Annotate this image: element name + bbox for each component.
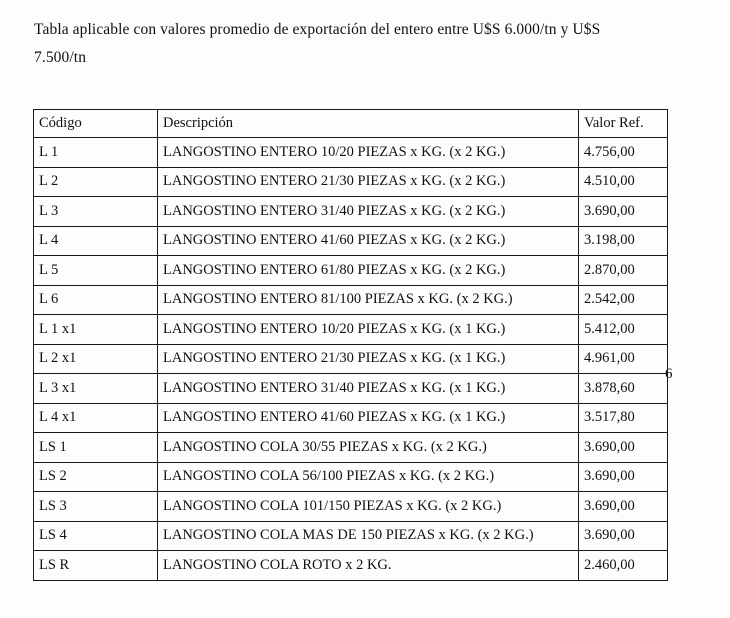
- cell-descripcion: LANGOSTINO ENTERO 41/60 PIEZAS x KG. (x 1 KG.): [158, 403, 579, 433]
- cell-valor-ref: 5.412,00: [579, 315, 668, 345]
- cell-codigo: LS R: [34, 551, 158, 581]
- cell-codigo: L 6: [34, 285, 158, 315]
- cell-valor-ref: 3.690,00: [579, 462, 668, 492]
- cell-valor-ref: 4.510,00: [579, 167, 668, 197]
- cell-descripcion: LANGOSTINO ENTERO 41/60 PIEZAS x KG. (x 2 KG.): [158, 226, 579, 256]
- cell-valor-ref: 3.690,00: [579, 492, 668, 522]
- table-row: [34, 551, 668, 581]
- table-row: [34, 403, 668, 433]
- cell-codigo: LS 1: [34, 433, 158, 463]
- cell-descripcion: LANGOSTINO ENTERO 21/30 PIEZAS x KG. (x 1 KG.): [158, 344, 579, 374]
- cell-valor-ref: 3.517,80: [579, 403, 668, 433]
- cell-descripcion: LANGOSTINO COLA 101/150 PIEZAS x KG. (x 2 KG.): [158, 492, 579, 522]
- cell-descripcion: LANGOSTINO ENTERO 21/30 PIEZAS x KG. (x 2 KG.): [158, 167, 579, 197]
- reference-values-table: [33, 109, 668, 581]
- cell-valor-ref: 3.690,00: [579, 433, 668, 463]
- page-number-fragment: 6: [665, 366, 673, 382]
- cell-codigo: L 4: [34, 226, 158, 256]
- cell-valor-ref: 3.198,00: [579, 226, 668, 256]
- cell-valor-ref: 3.690,00: [579, 197, 668, 227]
- table-row: [34, 344, 668, 374]
- table-row: [34, 256, 668, 286]
- table-row: [34, 462, 668, 492]
- header-valor-ref: Valor Ref.: [579, 110, 668, 138]
- cell-valor-ref: 4.756,00: [579, 138, 668, 168]
- table-header-row: [34, 110, 668, 138]
- table-row: [34, 197, 668, 227]
- cell-descripcion: LANGOSTINO COLA MAS DE 150 PIEZAS x KG. (x 2 KG.): [158, 521, 579, 551]
- cell-valor-ref: 3.878,60: [579, 374, 668, 404]
- intro-line-1: Tabla aplicable con valores promedio de exportación del entero entre U$S 6.000/tn y U$S: [34, 21, 601, 38]
- cell-valor-ref: 2.870,00: [579, 256, 668, 286]
- table-row: [34, 315, 668, 345]
- table-row: [34, 433, 668, 463]
- cell-codigo: L 3 x1: [34, 374, 158, 404]
- cell-descripcion: LANGOSTINO ENTERO 61/80 PIEZAS x KG. (x 2 KG.): [158, 256, 579, 286]
- table-row: [34, 167, 668, 197]
- table-row: [34, 521, 668, 551]
- cell-codigo: L 1 x1: [34, 315, 158, 345]
- cell-descripcion: LANGOSTINO COLA ROTO x 2 KG.: [158, 551, 579, 581]
- header-descripcion: Descripción: [158, 110, 579, 138]
- intro-line-2: 7.500/tn: [34, 49, 87, 66]
- cell-codigo: L 2 x1: [34, 344, 158, 374]
- intro-paragraph: [34, 16, 704, 72]
- table-row: [34, 285, 668, 315]
- cell-codigo: LS 4: [34, 521, 158, 551]
- cell-descripcion: LANGOSTINO COLA 56/100 PIEZAS x KG. (x 2 KG.): [158, 462, 579, 492]
- cell-valor-ref: 2.542,00: [579, 285, 668, 315]
- table-row: [34, 374, 668, 404]
- cell-descripcion: LANGOSTINO ENTERO 31/40 PIEZAS x KG. (x 1 KG.): [158, 374, 579, 404]
- cell-codigo: L 4 x1: [34, 403, 158, 433]
- cell-codigo: LS 3: [34, 492, 158, 522]
- table-row: [34, 138, 668, 168]
- cell-descripcion: LANGOSTINO ENTERO 31/40 PIEZAS x KG. (x 2 KG.): [158, 197, 579, 227]
- table-row: [34, 492, 668, 522]
- cell-codigo: L 5: [34, 256, 158, 286]
- cell-descripcion: LANGOSTINO COLA 30/55 PIEZAS x KG. (x 2 KG.): [158, 433, 579, 463]
- cell-codigo: LS 2: [34, 462, 158, 492]
- cell-codigo: L 1: [34, 138, 158, 168]
- table-row: [34, 226, 668, 256]
- cell-descripcion: LANGOSTINO ENTERO 10/20 PIEZAS x KG. (x 2 KG.): [158, 138, 579, 168]
- cell-descripcion: LANGOSTINO ENTERO 81/100 PIEZAS x KG. (x 2 KG.): [158, 285, 579, 315]
- cell-valor-ref: 3.690,00: [579, 521, 668, 551]
- cell-descripcion: LANGOSTINO ENTERO 10/20 PIEZAS x KG. (x 1 KG.): [158, 315, 579, 345]
- cell-valor-ref: 4.961,00: [579, 344, 668, 374]
- header-codigo: Código: [34, 110, 158, 138]
- cell-valor-ref: 2.460,00: [579, 551, 668, 581]
- cell-codigo: L 3: [34, 197, 158, 227]
- cell-codigo: L 2: [34, 167, 158, 197]
